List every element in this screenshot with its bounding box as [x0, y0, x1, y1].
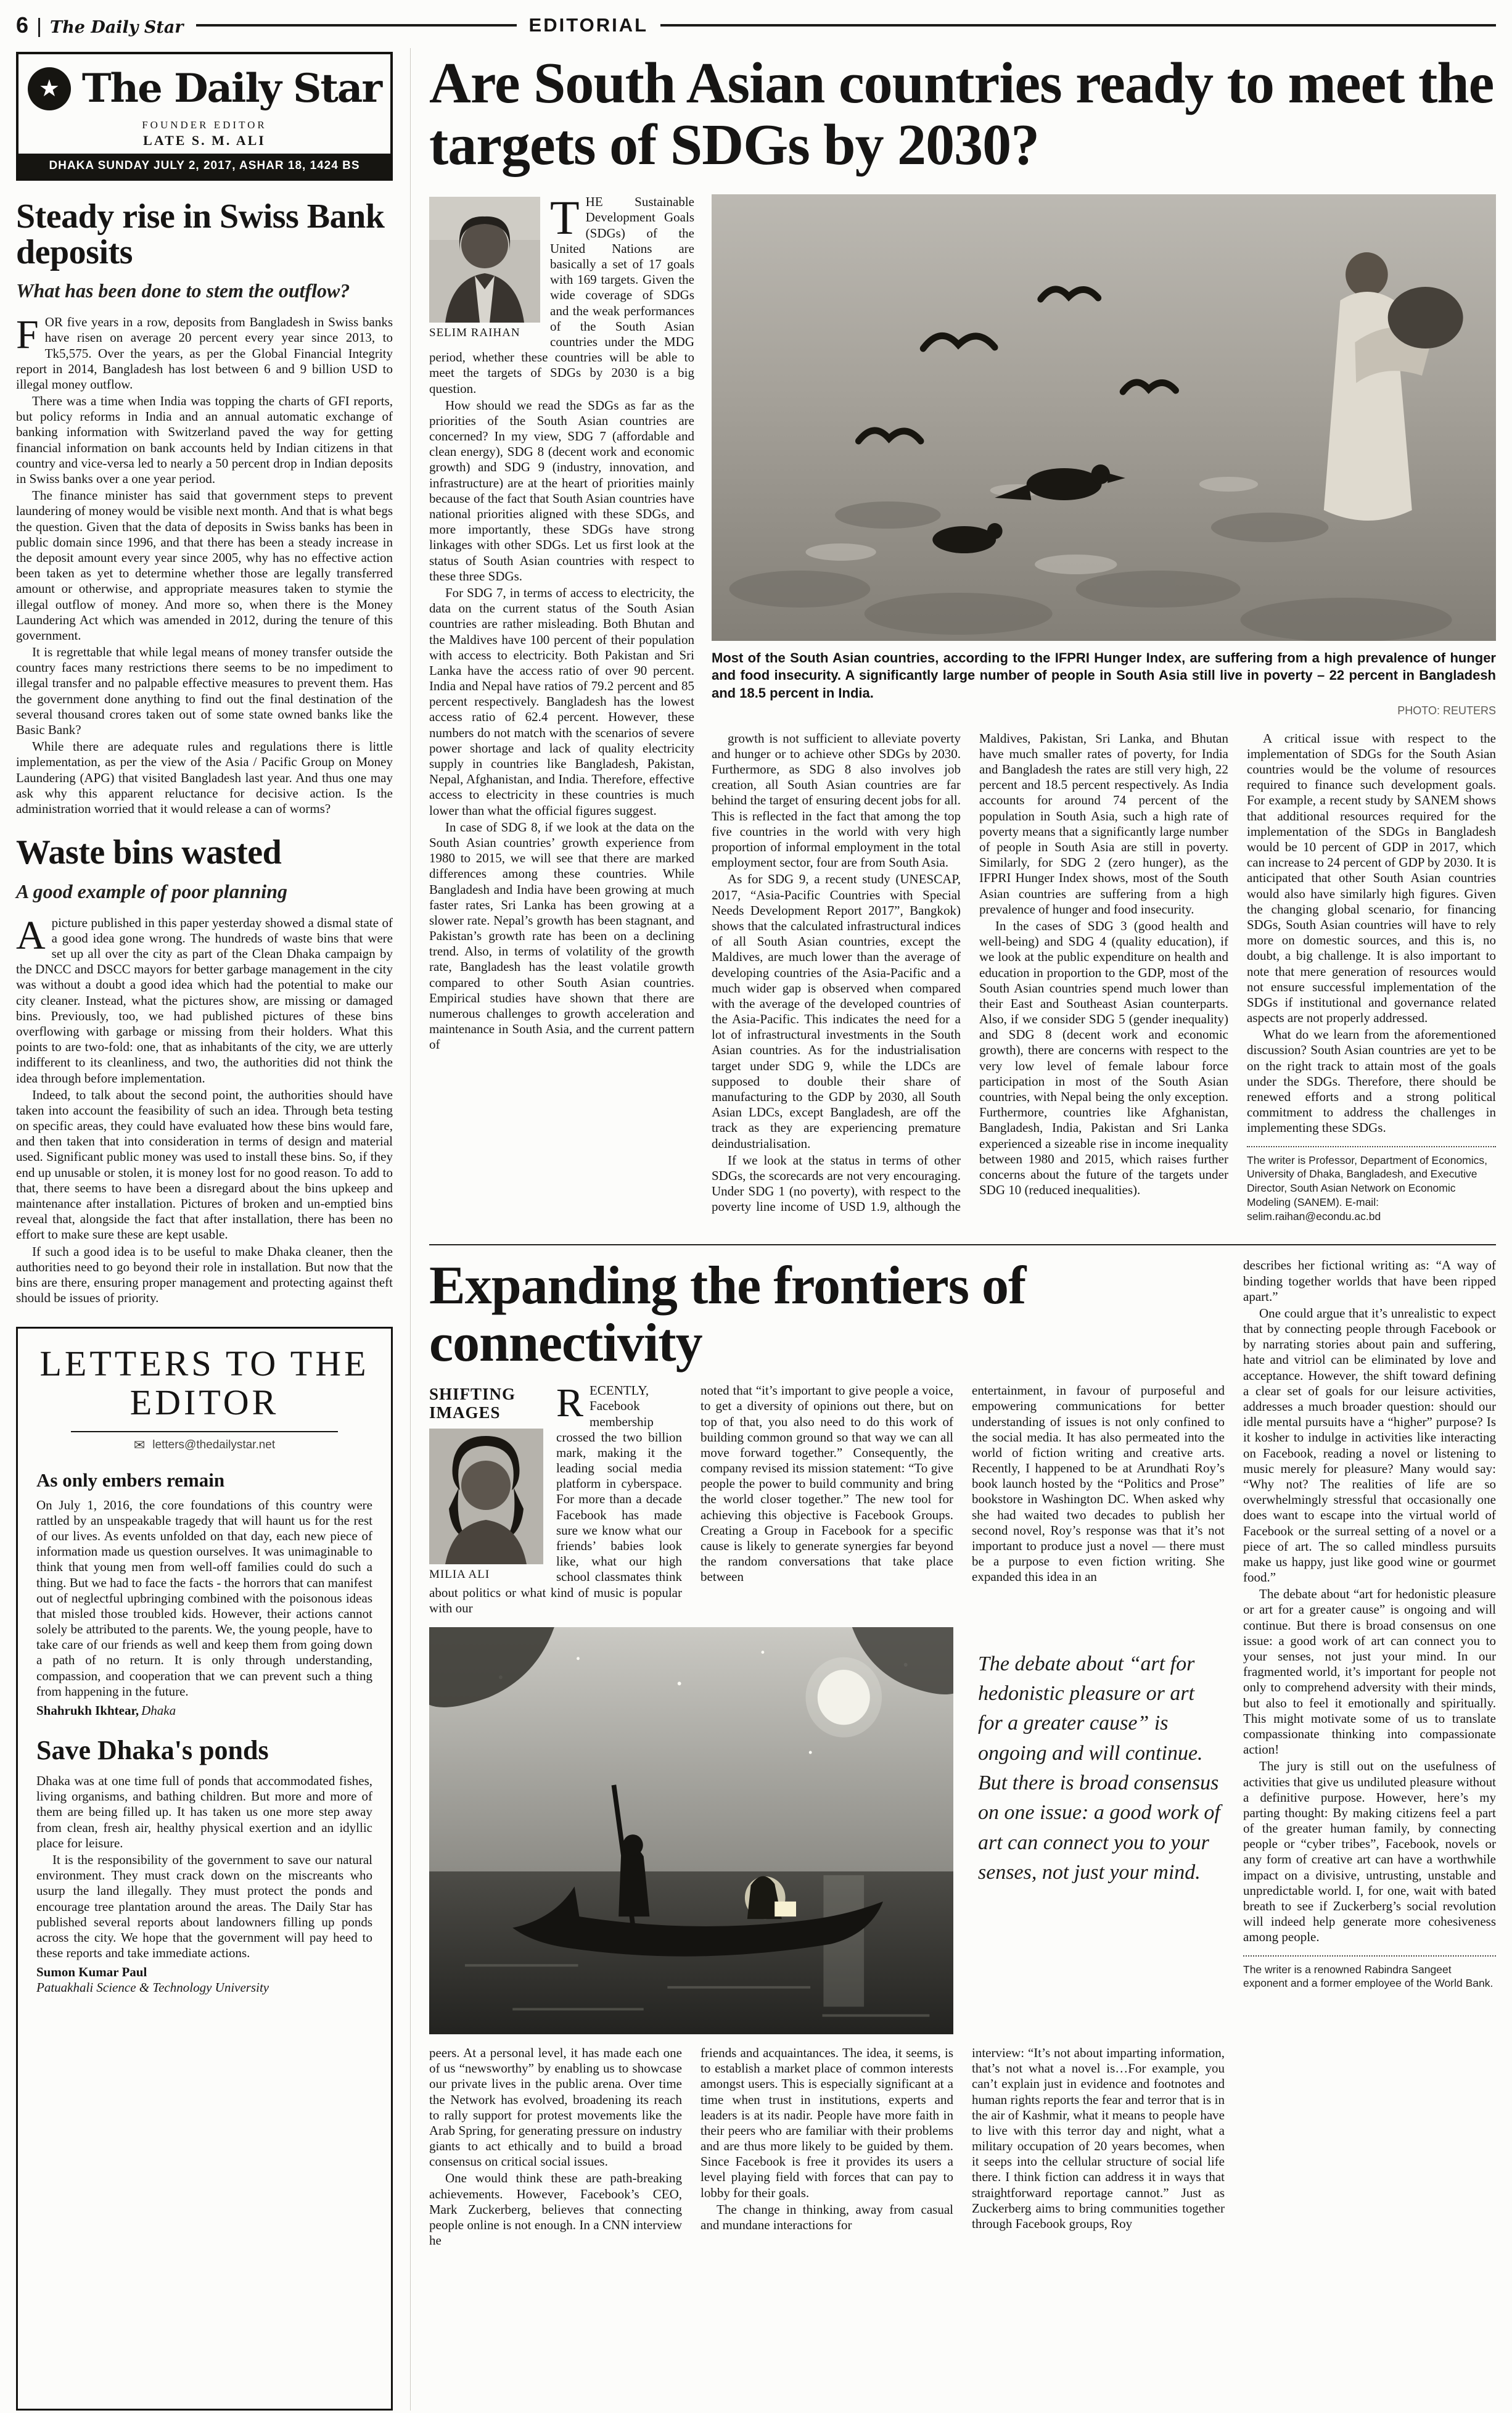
connectivity-column-3-bottom — [972, 2045, 1225, 2248]
article-paragraph: For SDG 7, in terms of access to electricity, the data on the current status of the South Asian countries are rather misleading. Both Bhutan and the Maldives have 100 percent of their population with access to electricity. Both Pakistan and Sri Lanka have the access ratio of over 90 percent. India and Nepal have ratios of 79.2 percent and 85 percent respectively. Bangladesh has the lowest access ratio of 62.4 percent. However, these numbers do not match with the scenarios of severe power shortage and lack of quality electricity supply in countries like Bangladesh, Pakistan, Nepal, Afghanistan, and India. Therefore, effective access to electricity in these countries is much lower than what the official figures suggest. — [429, 585, 694, 818]
article-paragraph: A critical issue with respect to the implementation of SDGs for the South Asian countries would be the volume of resources required to finance such development goals. For example, a recent study by SANEM shows that additional resources required for the implementation of the SDGs in Bangladesh would be 10 percent of GDP in 2017, which can increase to 24 percent of GDP by 2030. It is anticipated that other South Asian countries would also have similarly high figures. Given the changing global scenario, for financing SDGs, South Asian countries will have to rely more on domestic sources, and this is, no doubt, a big challenge. It is also important to note that mere generation of resources would not ensure successful implementation of the SDGs if institutional and governance related aspects are not properly addressed. — [1247, 730, 1496, 1026]
editorial-swiss-deposits — [16, 199, 393, 817]
author-name: MILIA ALI — [429, 1567, 490, 1581]
paragraph-text: picture published in this paper yesterday showed a dismal state of a good idea gone wrong. The hundreds of waste bins that were set up all over the city as part of the Clean Dhaka campaign by the DNCC and DSCC mayors for better garbage management in the city was without a doubt a good idea which had the potential to make our city cleaner. Instead, what the pictures show, are missing or damaged bins. Previously, too, we had published pictures of these bins overflowing with garbage or missing from their holders. What this points to are two-fold: one, that as inhabitants of the city, we are utterly indifferent to its cleanliness, and two, the authorities did not think the idea through before implementation. — [16, 915, 393, 1086]
editorial-paragraph — [16, 912, 393, 1086]
letter-paragraph: Dhaka was at one time full of ponds that accommodated fishes, living organisms, and bathing children. But more and more of them are being filled up. It has taken us one more step away from clean, fresh air, healthy physical exertion and an idyllic place for leisure. — [36, 1773, 372, 1850]
main-column — [429, 48, 1496, 2411]
daily-star-emblem-icon: ★ — [28, 67, 71, 110]
folio — [16, 12, 184, 38]
article-paragraph: describes her fictional writing as: “A way of binding together worlds that have been ripped apart.” — [1243, 1258, 1496, 1304]
article-paragraph: In case of SDG 8, if we look at the data on the South Asian countries’ growth experience from 1980 to 2015, we will see that there are marked differences among these countries. While Bangladesh and India have been growing at much faster rates, Sri Lanka has been growing at a slower rate. Nepal’s growth has been stagnant, and Pakistan’s growth rate has been on a declining trend. Also, in terms of volatility of the growth rate, Bangladesh has the least volatile growth compared to other South Asian countries. Empirical studies have shown that there are numerous challenges to growth acceleration and maintenance in South Asia, and the current pattern of — [429, 819, 694, 1052]
letters-section — [16, 1327, 393, 2411]
boat-illustration — [429, 1627, 953, 2034]
connectivity-column-1-bottom — [429, 2045, 682, 2248]
signature-place: Dhaka — [141, 1703, 176, 1718]
section-title: EDITORIAL — [528, 14, 649, 36]
drop-cap: R — [556, 1380, 584, 1426]
drop-cap: A — [16, 912, 46, 958]
paragraph-text: HE Sustainable Development Goals (SDGs) of the United Nations are basically a set of 17 goals with 169 targets. Given the wide coverage of SDGs and the weak performances of the South Asian countries under the MDG period, whether these countries will be able to meet the targets of SDGs by 2030 is a big question. — [429, 194, 694, 396]
article-paragraph: How should we read the SDGs as far as the priorities of the South Asian countries are concerned? In my view, SDG 7 (affordable and clean energy), SDG 8 (decent work and economic growth) and SDG 9 (industry, innovation, and infrastructure) are at the heart of priorities mainly because of the fact that South Asian countries have national priorities aligned with these SDGs, and more importantly, these SDGs have strong linkages with other SDGs. Let us first look at the status of South Asian countries with respect to these three SDGs. — [429, 397, 694, 584]
article-headline: Expanding the frontiers of connectivity — [429, 1256, 1026, 1373]
connectivity-article — [429, 1244, 1496, 2248]
article-paragraph: interview: “It’s not about imparting information, that’s not what a novel is…For example, you can’t explain just in evidence and footnotes and human rights reports the fear and terror that is in the air of Kashmir, what it means to people have to live with this terror day and night, what a military occupation of 20 years becomes, when it seeps into the cellular structure of social life there. I think fiction can address it in ways that straightforward reportage cannot.” Just as Zuckerberg aims to bring communities together through Facebook groups, Roy — [972, 2045, 1225, 2231]
author-block — [429, 197, 540, 340]
letter-title: As only embers remain — [36, 1469, 225, 1491]
masthead-dateline: DHAKA SUNDAY JULY 2, 2017, ASHAR 18, 1424 BS — [18, 154, 390, 178]
signature-organization: Patuakhali Science & Technology University — [36, 1980, 269, 1995]
article-paragraph: peers. At a personal level, it has made each one of us “newsworthy” by enabling us to showcase our private lives in the public arena. Over time the Network has evolved, broadening its reach to rally support for protest movements like the Arab Spring, for generating pressure on industry giants to act ethically and to build a broad consensus on critical social issues. — [429, 2045, 682, 2169]
signature-name: Sumon Kumar Paul — [36, 1965, 147, 1980]
header-rule — [660, 24, 1496, 27]
letter-item — [36, 1734, 372, 1995]
letter-title: Save Dhaka's ponds — [36, 1735, 269, 1766]
paper-name: The Daily Star — [38, 18, 184, 37]
sdg-article — [429, 53, 1496, 1223]
letter-item — [36, 1469, 372, 1718]
editorial-paragraph: Indeed, to talk about the second point, the authorities should have taken into account the feasibility of such an idea. Through beta testing on specific areas, they could have evaluated how these bins would fare, and then taken that into consideration in terms of design and material used. Significant public money was used to install these bins. So, if they end up unusable or stolen, it is money lost for no good reason. To add to that, there seems to have been a disregard about the bins upkeep and maintenance after installation. Pictures of broken and un-emptied bins reveal that, alongside the fact that after installation, there has been no effort to make sure these are kept usable. — [16, 1087, 393, 1242]
column-tag: SHIFTING IMAGES — [429, 1385, 516, 1422]
letters-email: letters@thedailystar.net — [152, 1438, 276, 1451]
article-paragraph: entertainment, in favour of purposeful and empowering communications for better understanding of issues is not only confined to the social media. It has also permeated into the world of fiction writing and creative arts. Recently, I happened to be at Arundhati Roy’s book launch hosted by the “Politics and Prose” bookstore in Washington DC. When asked why she had waited two decades to publish her second novel, Roy’s response was that it’s not important to produce just a novel — there must be a purpose to even fiction writing. She expanded this idea in an — [972, 1383, 1225, 1585]
paragraph-text: ECENTLY, Facebook membership crossed the two billion mark, making it the leading social media platform in cyberspace. For more than a decade Facebook has made sure we know what our friends’ babies look like, what our high school classmates think about politics or what kind of music is popular with our — [429, 1383, 682, 1615]
founder-label: FOUNDER EDITOR — [142, 119, 267, 131]
article-paragraph: In the cases of SDG 3 (good health and well-being) and SDG 4 (quality education), if we look at the public expenditure on health and education in proportion to the GDP, most of the South Asian countries spend much lower than their East and Southeast Asian counterparts. Also, if we consider SDG 5 (gender inequality) and SDG 8 (decent work and economic growth), there are concerns with respect to the very low level of female labour force participation in most of the South Asian countries, with Nepal being the only exception. Furthermore, countries like Afghanistan, Bangladesh, India, Pakistan and Sri Lanka experienced a sizeable rise in income inequality between 1980 and 2015, which raises further concerns about the future of the targets under SDG 10 (reduced inequalities). — [979, 918, 1228, 1198]
letter-signature — [36, 1965, 372, 1995]
hunger-index-photo — [712, 194, 1496, 641]
column-tag-block — [429, 1385, 546, 1581]
pull-quote-text: The debate about “art for hedonistic pleasure or art for a greater cause” is ongoing and will continue. But there is broad consensus on one issue: a good work of art can connect you to your senses, not just your mind. — [978, 1652, 1220, 1884]
header-rule — [196, 24, 517, 27]
left-column — [16, 48, 411, 2411]
article-headline: Are South Asian countries ready to meet the targets of SDGs by 2030? — [429, 51, 1494, 177]
article-paragraph: The debate about “art for hedonistic pleasure or art for a greater cause” is ongoing and will continue. But there is broad consensus on one issue: a good work of art can connect you to your senses, not just your mind. In our fragmented world, it’s important for people not only to comprehend adversity with their minds, but also to feel it emotionally and spiritually. This might motivate some of us to translate compassionate thinking into compassionate action! — [1243, 1586, 1496, 1757]
drop-cap: T — [550, 191, 580, 245]
editorial-paragraph: It is regrettable that while legal means of money transfer outside the country faces many restrictions there seems to be no impediment to illegal transfer and no palpable effective measures to prevent them. Has the government done anything to find out the final destination of the several thousand crores taken out of some state owned banks like the Basic Bank? — [16, 645, 393, 738]
selim-raihan-photo — [429, 197, 540, 323]
article-paragraph: One could argue that it’s unrealistic to expect that by connecting people through Facebook or by narrating stories about pain and suffering, hate and vitriol can be eliminated by love and acceptance. However, the shift toward defining a clear set of goals for our leisure activities, addresses a much broader question: should our idle mental pursuits have a “higher” purpose? Is it kosher to indulge in activities like interacting on Facebook, reading a novel or listening to music merely for pleasure? Many would say: “Why not? The realities of life are so overwhelmingly stressful that occasionally one does want to escape into the virtual world of Facebook or the surreal setting of a novel or a piece of art. The so called mindless pursuits make us happy, just like good wine or gourmet food.” — [1243, 1305, 1496, 1585]
envelope-icon: ✉ — [133, 1437, 146, 1453]
editorial-paragraph: While there are adequate rules and regulations there is little implementation, as per the view of the Asia / Pacific Group on Money Laundering (APG) that visited Bangladesh last year. And thus one may ask why this apparent reluctance for decisive action. Is the administration worried that it would release a can of worms? — [16, 739, 393, 816]
milia-ali-photo — [429, 1429, 543, 1564]
editorial-paragraph — [16, 312, 393, 392]
article-paragraph: As for SDG 9, a recent study (UNESCAP, 2017, “Asia-Pacific Countries with Special Needs Development Report 2017”, Bangkok) shows that the calculated infrastructural indices of all South Asian countries, except the Maldives, are much lower than the average of developing countries of the Asia-Pacific and a much wider gap is observed when compared with the average of the developed countries of the Asia-Pacific. This indicates the need for a lot of infrastructural investments in the South Asian countries. As for the industrialisation target under SDG 9, while the LDCs are supposed to double their share of manufacturing to the GDP by 2030, all South Asian LDCs, except Bangladesh, are off the track as they are experiencing premature deindustrialisation. — [712, 872, 961, 1151]
drop-cap: F — [16, 312, 39, 358]
sdg-first-column — [429, 191, 694, 1223]
letters-title: LETTERS TO THE EDITOR — [39, 1343, 369, 1422]
editorial-title: Waste bins wasted — [16, 833, 282, 872]
photo-caption-block — [712, 650, 1496, 717]
pull-quote — [972, 1627, 1225, 2034]
writer-bio: The writer is Professor, Department of Economics, University of Dhaka, Bangladesh, and Executive Director, South Asian Network on Economic Modeling (SANEM). E-mail: selim.raihan@econdu.ac.bd — [1247, 1146, 1496, 1224]
article-paragraph: The change in thinking, away from casual and mundane interactions for — [701, 2201, 953, 2232]
letter-paragraph: It is the responsibility of the government to save our natural environment. They must crack down on the miscreants who usurp the land illegally. They must protect the ponds and encourage tree plantation around the areas. The Daily Star has published several reports about landowners filling up ponds across the city. We hope that the government will pay heed to these reports and take immediate actions. — [36, 1852, 372, 1961]
connectivity-column-3 — [972, 1383, 1225, 1616]
article-paragraph: What do we learn from the aforementioned discussion? South Asian countries are yet to be on the right track to attain most of the goals under the SDGs. Therefore, there should be renewed efforts and a strong political commitment to address the challenges in implementing these SDGs. — [1247, 1027, 1496, 1136]
article-paragraph: If we look at the status in terms of other SDGs, the scorecards are not very encouraging. Under SDG 1 (no poverty), with respect to the poverty line income of USD 1.9, although the Maldives, Pakistan, Sri Lanka, and Bhutan have much smaller rates of poverty, for India and Bangladesh the rates are still very high, 22 percent and 18.5 percent respectively. As India accounts for around 74 percent of the population in South Asia, such a high rate of poverty means that a significantly large number of people in South Asia are still in poverty. Similarly, for SDG 2 (zero hunger), as the IFPRI Hunger Index shows, most of the South Asian countries are suffering from a high prevalence of hunger and food insecurity. — [712, 730, 1228, 1215]
photo-credit: PHOTO: REUTERS — [1397, 704, 1496, 717]
sdg-photo-and-text — [712, 194, 1496, 1223]
article-paragraph: noted that “it’s important to give people a voice, to get a diversity of opinions out there, but on top of that, you also need to do this work of building common ground so that way we can all move forward together.” Consequently, the company revised its mission statement: “To give people the power to build community and bring the world closer together.” The new tool for achieving this objective is Facebook Groups. Creating a Group in Facebook for a specific cause is likely to generate synergies far beyond the random conversations that take place between — [701, 1383, 953, 1585]
editorial-waste-bins — [16, 835, 393, 1306]
article-paragraph: friends and acquaintances. The idea, it seems, is to establish a market place of common interests amongst users. This is especially significant at a time when trust in institutions, experts and leaders is at its nadir. People have more faith in their peers who are familiar with their problems and are thus more likely to be guided by them. Since Facebook is free it provides its users a level playing field with forces that can pay to lobby for their goals. — [701, 2045, 953, 2200]
page-number: 6 — [16, 12, 29, 38]
masthead-logo: The Daily Star — [81, 65, 382, 112]
letter-paragraph: On July 1, 2016, the core foundations of this country were rattled by an unspeakable tragedy that will haunt us for the rest of our lives. As events unfolded on that day, each new piece of information made us question ourselves. It was unimaginable to think that young men from well-off families could do such a thing. But we had to face the facts - the horrors that can manifest out of neglectful upbringing combined with the poisonous ideas that misled those troubled kids. However, their actions cannot solely be attributed to the parents. We, the young people, have to take care of our friends as well and keep them from going down a path of no return. It is only through understanding, compassion, and cooperation that we can prevent such a thing from happening in the future. — [36, 1497, 372, 1699]
connectivity-column-2-bottom — [701, 2045, 953, 2248]
article-paragraph: One would think these are path-breaking achievements. However, Facebook’s CEO, Mark Zuckerberg, believes that connecting people online is not enough. In a CNN interview he — [429, 2171, 682, 2248]
founder-name: LATE S. M. ALI — [143, 133, 266, 148]
article-paragraph: The jury is still out on the usefulness of activities that give us undiluted pleasure without a definitive purpose. However, here’s my parting thought: By making citizens feel a part of the greater human family, by connecting people or “cyber tribes”, Facebook, novels or any form of creative art can have a worthwhile impact on a divisive, untrusting, unstable and unpredictable world. I, for one, wait with bated breath to see if Zuckerberg’s social revolution will indeed help generate more cohesiveness among people. — [1243, 1759, 1496, 1945]
letters-email-row — [71, 1431, 338, 1453]
editorial-paragraph: The finance minister has said that government steps to prevent laundering of money would be visible next month. And that is what begs the question. Given that the data of deposits in Swiss banks has been in public domain since 1996, and that there has been a steady increase in the deposit amount every year since 2005, why has no effective action been taken as yet to determine whether those are legally transferred amount or otherwise, and appropriate measures taken to stymie the illegal outflow of money. And more so, when there is the Money Laundering Act which was amended in 2012, during the tenure of this government. — [16, 488, 393, 643]
connectivity-column-4 — [1243, 1258, 1496, 2248]
writer-bio: The writer is a renowned Rabindra Sangeet exponent and a former employee of the World Bank. — [1243, 1955, 1496, 1991]
editorial-standfirst: A good example of poor planning — [16, 880, 288, 902]
paragraph-text: OR five years in a row, deposits from Bangladesh in Swiss banks have risen on average 20 percent every year since 2013, to Tk5,575. Over the years, as per the Global Financial Integrity report in 2014, Bangladesh has lost between 6 and 9 billion USD to illegal money outflow. — [16, 315, 393, 392]
author-name: SELIM RAIHAN — [429, 326, 520, 340]
editorial-title: Steady rise in Swiss Bank deposits — [16, 197, 385, 271]
connectivity-column-2 — [701, 1383, 953, 1616]
masthead — [16, 52, 393, 181]
letter-signature — [36, 1703, 372, 1718]
editorial-paragraph: If such a good idea is to be useful to make Dhaka cleaner, then the authorities need to go beyond their role in installation. But now that the bins are there, ensuring proper management and protecting against theft should be issues of priority. — [16, 1244, 393, 1306]
sdg-text-columns — [712, 731, 1496, 1224]
photo-caption: Most of the South Asian countries, according to the IFPRI Hunger Index, are suffering from a high prevalence of hunger and food insecurity. A significantly large number of people in South Asia still live in poverty – 22 percent in Bangladesh and 18.5 percent in India. — [712, 650, 1496, 701]
article-paragraph: growth is not sufficient to alleviate poverty and hunger or to achieve other SDGs by 2030. Furthermore, as SDG 8 also involves job creation, all South Asian countries are far behind the target of ensuring decent jobs for all. This is reflected in the fact that among the top five countries in the world with very high proportion of informal employment in the total employment sector, four are from South Asia. — [712, 730, 961, 870]
connectivity-column-1 — [429, 1380, 682, 1616]
signature-name: Shahrukh Ikhtear, — [36, 1703, 139, 1718]
editorial-paragraph: There was a time when India was topping the charts of GFI reports, but policy reforms in India and an annual automatic exchange of banking information with Switzerland paved the way for getting financial information on bank accounts held by Indian citizens in that country and vice-versa led to nearly a 50 percent drop in Indian deposits in Swiss banks over a one year period. — [16, 394, 393, 487]
editorial-standfirst: What has been done to stem the outflow? — [16, 279, 350, 302]
page-header — [16, 9, 1496, 42]
